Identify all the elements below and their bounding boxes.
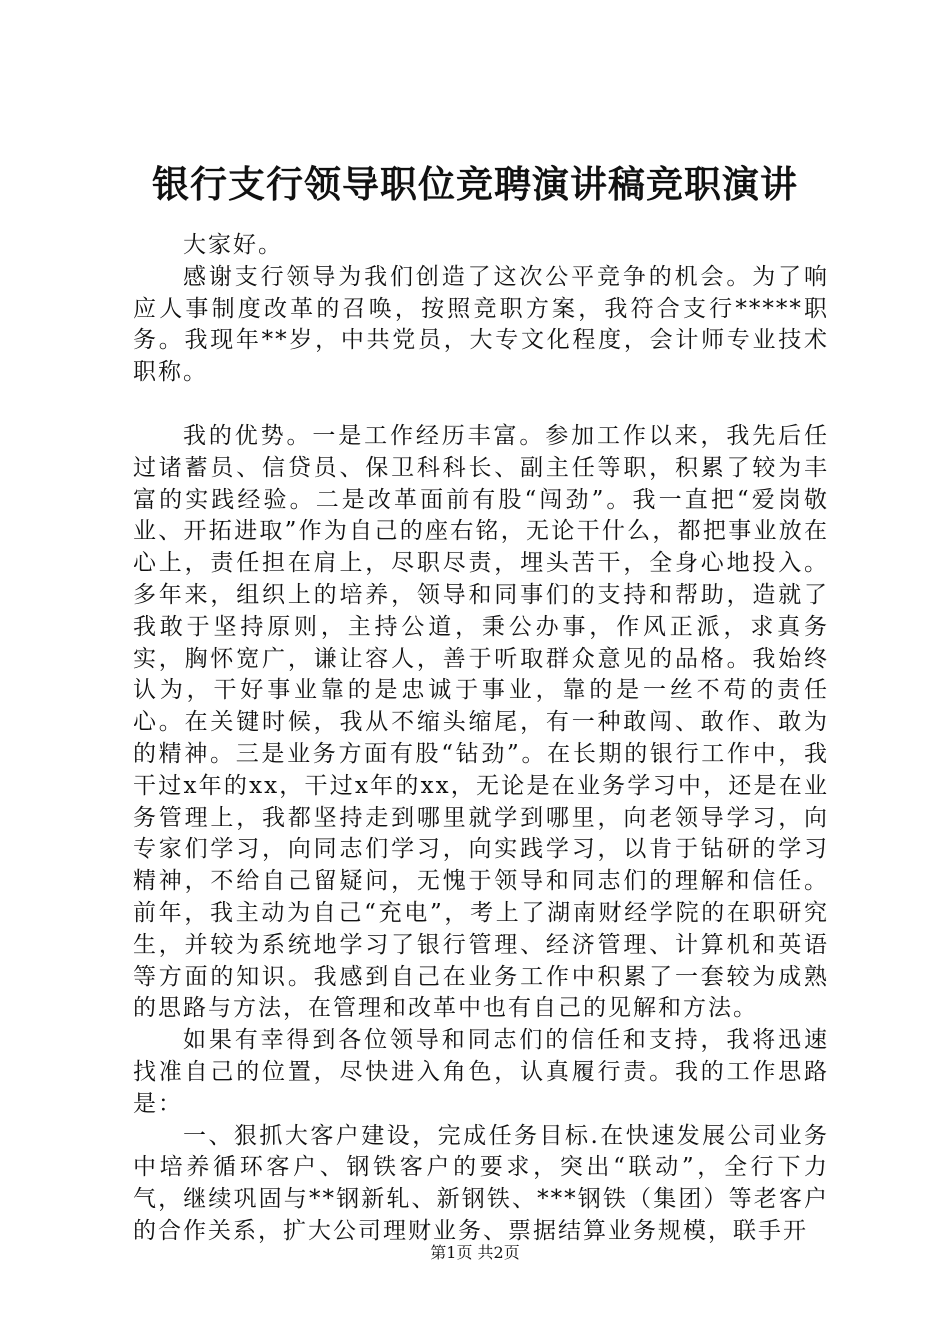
paragraph-plan-item-1: 一、狠抓大客户建设，完成任务目标.在快速发展公司业务中培养循环客户、钢铁客户的要求，突出“联动”，全行下力气，继续巩固与**钢新轧、新钢铁、***钢铁（集团）等老客户的合作关系，扩大公司理财业务、票据结算业务规模，联手开 xyxy=(133,1122,829,1244)
page-footer: 第1页 共2页 xyxy=(430,1243,520,1262)
paragraph-strengths: 我的优势。一是工作经历丰富。参加工作以来，我先后任过诸蓄员、信贷员、保卫科科长、副主任等职，积累了较为丰富的实践经验。二是改革面前有股“闯劲”。我一直把“爱岗敬业、开拓进取”作为自己的座右铭，无论干什么，都把事业放在心上，责任担在肩上，尽职尽责，埋头苦干，全身心地投入。多年来，组织上的培养，领导和同事们的支持和帮助，造就了我敢于坚持原则，主持公道，秉公办事，作风正派，求真务实，胸怀宽广，谦让容人，善于听取群众意见的品格。我始终认为，干好事业靠的是忠诚于事业，靠的是一丝不苟的责任心。在关键时候，我从不缩头缩尾，有一种敢闯、敢作、敢为的精神。三是业务方面有股“钻劲”。在长期的银行工作中，我干过x年的xx，干过x年的xx，无论是在业务学习中，还是在业务管理上，我都坚持走到哪里就学到哪里，向老领导学习，向专家们学习，向同志们学习，向实践学习，以肯于钻研的学习精神，不给自己留疑问，无愧于领导和同志们的理解和信任。前年，我主动为自己“充电”，考上了湖南财经学院的在职研究生，并较为系统地学习了银行管理、经济管理、计算机和英语等方面的知识。我感到自己在业务工作中积累了一套较为成熟的思路与方法，在管理和改革中也有自己的见解和方法。 xyxy=(133,422,829,1022)
document-title: 银行支行领导职位竞聘演讲稿竞职演讲 xyxy=(152,163,798,206)
paragraph-introduction: 感谢支行领导为我们创造了这次公平竞争的机会。为了响应人事制度改革的召唤，按照竞职方案，我符合支行*****职务。我现年**岁，中共党员，大专文化程度，会计师专业技术职称。 xyxy=(133,263,829,386)
paragraph-work-plan-intro: 如果有幸得到各位领导和同志们的信任和支持，我将迅速找准自己的位置，尽快进入角色，认真履行责。我的工作思路是： xyxy=(133,1027,829,1117)
paragraph-greeting: 大家好。 xyxy=(183,232,283,258)
document-body xyxy=(133,230,829,1248)
